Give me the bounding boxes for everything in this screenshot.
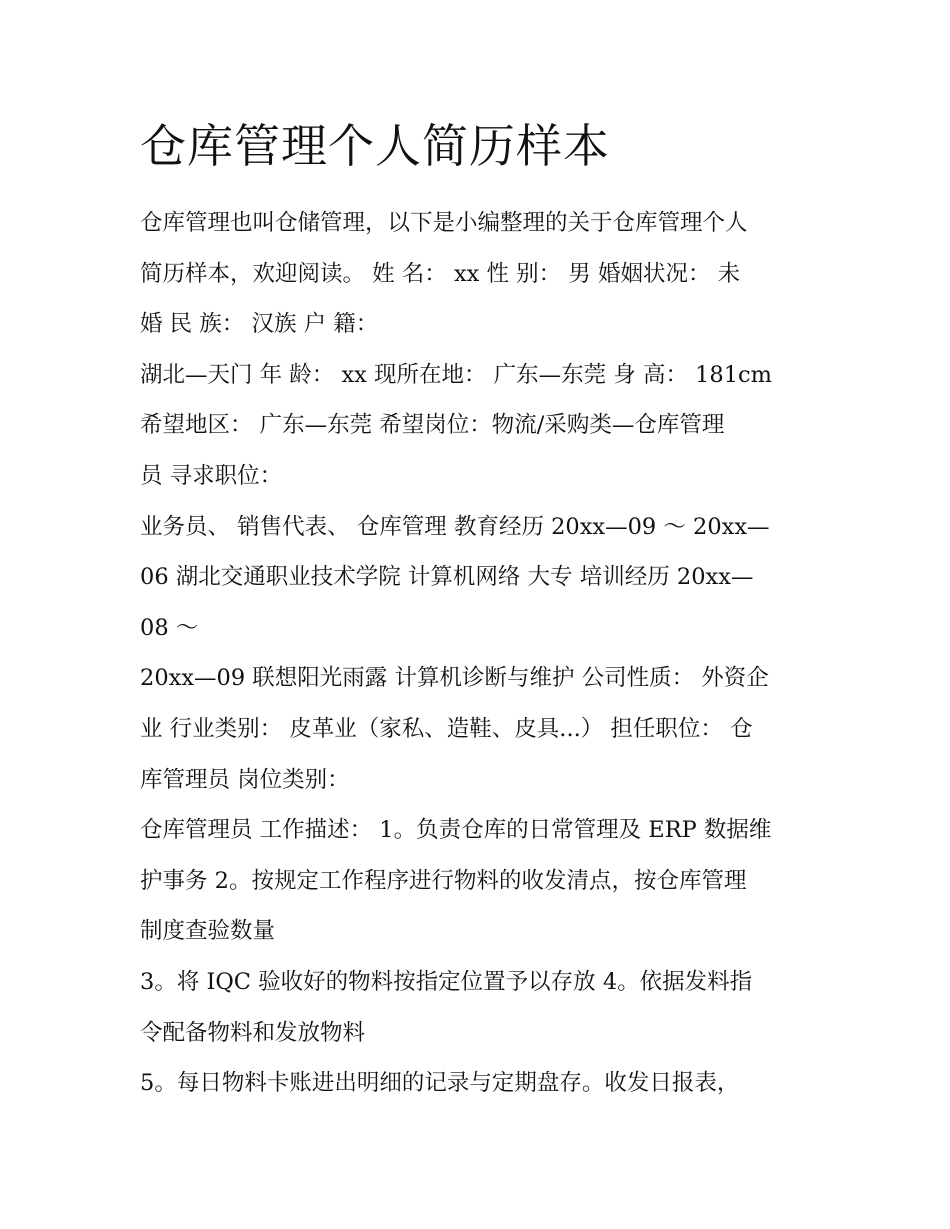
body-line: 06 湖北交通职业技术学院 计算机网络 大专 培训经历 20xx—: [140, 564, 754, 591]
body-line: 婚 民 族： 汉族 户 籍：: [140, 311, 379, 338]
body-line: 业务员、 销售代表、 仓库管理 教育经历 20xx—09 ～ 20xx—: [140, 513, 770, 540]
body-line: 希望地区： 广东—东莞 希望岗位：物流/采购类—仓库管理: [140, 412, 725, 439]
body-line: 简历样本，欢迎阅读。 姓 名： xx 性 别： 男 婚姻状况： 未: [140, 260, 741, 287]
body-line: 08 ～: [140, 614, 199, 641]
body-line: 护事务 2。按规定工作程序进行物料的收发清点，按仓库管理: [140, 867, 747, 894]
body-line: 仓库管理员 工作描述： 1。负责仓库的日常管理及 ERP 数据维: [140, 817, 772, 844]
body-line: 3。将 IQC 验收好的物料按指定位置予以存放 4。依据发料指: [140, 968, 753, 995]
body-line: 业 行业类别： 皮革业（家私、造鞋、皮具...） 担任职位： 仓: [140, 715, 753, 742]
body-line: 令配备物料和发放物料: [140, 1019, 366, 1046]
body-line: 制度查验数量: [140, 918, 276, 945]
body-line: 20xx—09 联想阳光雨露 计算机诊断与维护 公司性质： 外资企: [140, 665, 769, 692]
body-line: 库管理员 岗位类别：: [140, 766, 350, 793]
body-line: 员 寻求职位：: [140, 462, 283, 489]
document-body: [140, 198, 830, 1109]
body-line: 仓库管理也叫仓储管理，以下是小编整理的关于仓库管理个人: [140, 210, 748, 236]
body-line: 湖北—天门 年 龄： xx 现所在地： 广东—东莞 身 高： 181cm: [140, 361, 772, 388]
document-title: 仓库管理个人简历样本: [140, 119, 610, 173]
body-line: 5。每日物料卡账进出明细的记录与定期盘存。收发日报表，: [140, 1070, 740, 1097]
